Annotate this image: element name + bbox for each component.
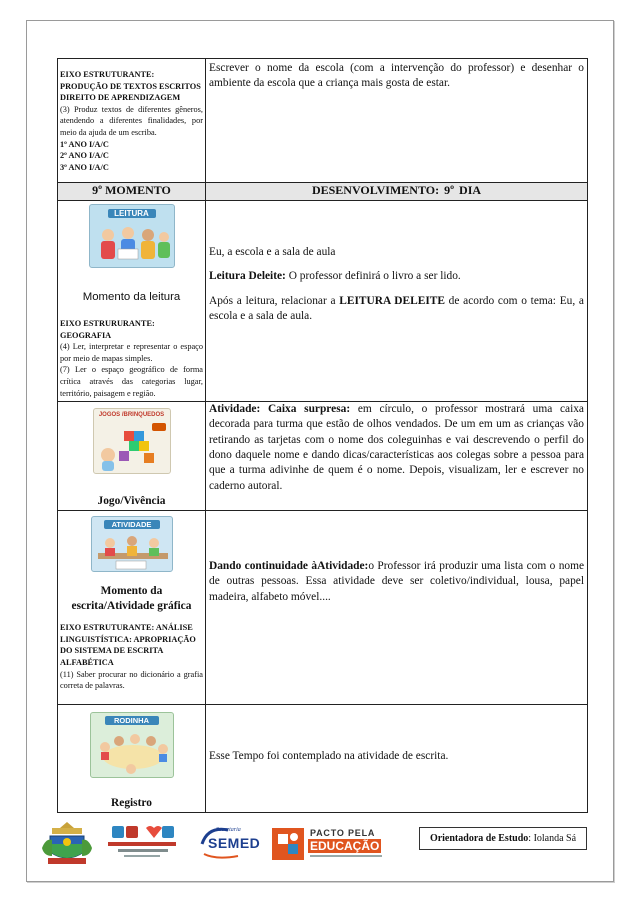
ano-1: 1º ANO I/A/C [60,139,109,149]
leitura-item-2: (7) Ler o espaço geográfico de forma crítica através das categorias lugar, território, paisagem e região. [60,365,203,398]
leitura-eixo-name: GEOGRAFIA [60,330,112,340]
development-heading: DESENVOLVIMENTO: 9º DIA [206,183,588,201]
registro-text: Esse Tempo foi contemplado na atividade de escrita. [209,750,449,763]
registro-title: Registro [111,797,152,810]
escrita-right-cell [206,511,588,705]
orientadora-label: Orientadora de Estudo [429,833,529,844]
leitura-after: Após a leitura, relacionar a LEITURA DELEITE de acordo com o tema: Eu, a escola e a sala de aula. [209,294,584,322]
lesson-plan-table [57,58,588,813]
table-row [58,402,588,511]
pacto-pela-educacao-logo: PACTO PELA EDUCAÇÃO [270,826,388,862]
escrita-illustration: ATIVIDADE [91,516,173,572]
leitura-illustration: LEITURA [89,204,175,268]
row1-left-cell [58,59,206,183]
children-reading-icon [90,205,175,268]
eixo-name: PRODUÇÃO DE TEXTOS ESCRITOS [60,81,201,91]
semed-logo: Secretaria SEMED [198,824,262,864]
orientadora-name: Iolanda Sá [533,833,577,844]
leitura-deleite: Leitura Deleite: O professor definirá o livro a ser lido. [209,270,461,283]
direito-text: (3) Produz textos de diferentes gêneros, atendendo a diferentes finalidades, por meio da ajuda de um escriba. [60,104,203,137]
table-row [58,511,588,705]
row1-right-cell [206,59,588,183]
table-row [58,705,588,813]
jogo-left-cell [58,402,206,511]
escrita-title-1: Momento da [100,585,163,598]
leitura-item-1: (4) Ler, interpretar e representar o espaço por meio de mapas simples. [60,342,203,363]
escrita-left-cell [58,511,206,705]
row1-text: Escrever o nome da escola (com a intervenção do professor) e desenhar o ambiente da escola que a criança mais gosta de estar. [209,62,584,90]
leitura-left-cell [58,201,206,402]
toys-icon [94,409,171,474]
escrita-text: Dando continuidade àAtividade:o Professor irá produzir uma lista com o nome de outras pessoas. Essa atividade deve ser coletivo/individual, lousa, papel madeira, alfabeto móvel.... [209,560,585,603]
jogo-right-cell [206,402,588,511]
ano-3: 3º ANO I/A/C [60,162,109,172]
table-row [58,59,588,183]
moment-heading: 9º MOMENTO [58,183,206,201]
leitura-right-cell [206,201,588,402]
leitura-eixo-title: EIXO ESTRURURANTE: [60,319,155,328]
leitura-theme: Eu, a escola e a sala de aula [209,246,336,258]
children-writing-icon [92,517,173,572]
pnaic-logo [104,824,180,864]
registro-illustration: RODINHA [90,712,174,778]
escrita-title-2: escrita/Atividade gráfica [71,600,192,613]
municipal-coat-of-arms-logo [38,818,96,868]
escrita-eixo: EIXO ESTRUTURANTE: ANÁLISE LINGUISTÍSTICA: APROPRIAÇÃO DO SISTEMA DE ESCRITA ALFABÉTICA [60,623,196,667]
ano-2: 2º ANO I/A/C [60,151,109,161]
eixo-sub: DIREITO DE APRENDIZAGEM [60,93,181,103]
jogo-title: Jogo/Vivência [97,495,166,508]
registro-left-cell [58,705,206,813]
orientadora-box: Orientadora de Estudo: Iolanda Sá [419,827,587,850]
jogo-illustration: JOGOS /BRINQUEDOS [93,408,171,474]
leitura-title: Momento da leitura [82,291,181,303]
escrita-item: (11) Saber procurar no dicionário a grafia correta de palavras. [60,669,203,691]
table-row [58,201,588,402]
circle-of-children-icon [91,713,174,778]
section-header-row [58,183,588,201]
eixo-title: EIXO ESTRUTURANTE: [60,70,155,79]
registro-right-cell [206,705,588,813]
jogo-text: Atividade: Caixa surpresa: em círculo, o professor mostrará uma caixa decorada para turma que estão de olhos vendados. De um em um as crianças vão retirando as tarjetas com o nome dos coleguinhas e vai descrevendo o perfil do dono daquele nome e dando dicas/características aos colegas sobre a pessoa para que a turma adivinhe de quem é o nome. Depois, visualizam, ler e escrever no caderno autoral. [209,403,584,492]
